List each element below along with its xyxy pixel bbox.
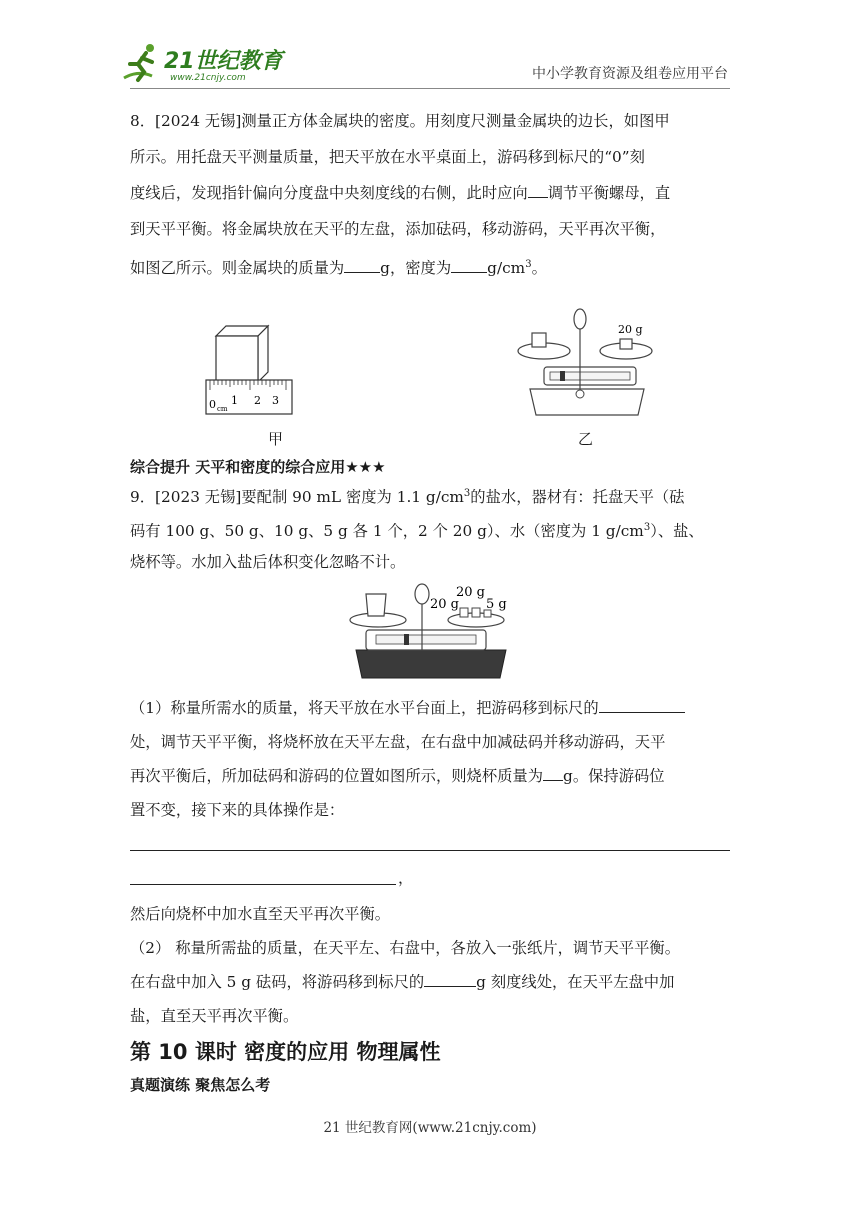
q9-p1-line-1	[130, 692, 685, 724]
weight-label-yi: 20 g	[618, 323, 643, 336]
q9-line-1-sup: 3	[463, 488, 471, 499]
q9-p1-line-2: 处，调节天平平衡，将烧杯放在天平左盘，在右盘中加减砝码并移动游码，天平	[130, 733, 666, 751]
q9-answer-line-2[interactable]	[130, 884, 396, 885]
weight-label-20g-b: 20 g	[456, 585, 485, 600]
runner-logo-icon	[118, 40, 288, 84]
weight-label-5g: 5 g	[486, 597, 507, 612]
platform-name: 中小学教育资源及组卷应用平台	[532, 66, 728, 82]
figure-balance-beaker	[346, 580, 516, 684]
q8-line-5-end: 。	[531, 259, 547, 278]
q9-line-1-text-b: 的盐水，器材有：托盘天平（砝	[470, 488, 685, 507]
q9-p2-line-1: （2） 称量所需盐的质量，在天平左、右盘中，各放入一张纸片，调节天平平衡。	[130, 939, 680, 957]
weight-label-20g-a: 20 g	[430, 597, 459, 612]
q8-line-5-text-b: g，密度为	[380, 259, 452, 278]
q9-part-2	[130, 932, 730, 1032]
q9-line-2-text-a: 码有 100 g、50 g、10 g、5 g 各 1 个，2 个 20 g）、水（密度为 1 g/cm	[130, 522, 644, 541]
logo-url: www.21cnjy.com	[170, 73, 246, 83]
q8-blank-direction[interactable]	[528, 180, 548, 198]
balance-illustration-q9	[346, 580, 516, 684]
q9-p1-line-1-text: （1）称量所需水的质量，将天平放在水平台面上，把游码移到标尺的	[130, 699, 599, 717]
q8-blank-density[interactable]	[451, 255, 487, 273]
q8-line-3	[130, 177, 670, 209]
q9-blank-zero-mark[interactable]	[599, 695, 685, 713]
q9-line-2-sup: 3	[643, 522, 651, 533]
q9-p1-line-6: 然后向烧杯中加水直至天平再次平衡。	[130, 905, 391, 923]
q9-line-3: 烧杯等。水加入盐后体积变化忽略不计。	[130, 553, 406, 571]
q8-line-3-text-a: 度线后，发现指针偏向分度盘中央刻度线的右侧，此时应向	[130, 184, 528, 202]
section-heading-practice: 真题演练 聚焦怎么考	[130, 1076, 271, 1094]
q8-unit-sup: 3	[525, 259, 532, 270]
lesson-title: 第 10 课时 密度的应用 物理属性	[130, 1040, 441, 1064]
q9-line-2	[130, 512, 704, 547]
q9-p2-line-2-text-b: g 刻度线处，在天平左盘中加	[476, 973, 675, 991]
q9-line-1	[130, 478, 684, 513]
balance-illustration-yi	[514, 305, 664, 421]
q9-line-1-text-a: 9．[2023 无锡]要配制 90 mL 密度为 1.1 g/cm	[130, 488, 464, 507]
q9-answer-line-1[interactable]	[130, 850, 730, 851]
figure-yi-caption: 乙	[578, 430, 594, 448]
q8-blank-mass[interactable]	[344, 255, 380, 273]
q9-p1-line-6-wrap	[130, 898, 730, 930]
ruler-label-0: 0	[209, 398, 216, 411]
q9-p2-line-3: 盐，直至天平再次平衡。	[130, 1007, 299, 1025]
q9-part-1	[130, 692, 730, 832]
q9-p1-line-3-text-a: 再次平衡后，所加砝码和游码的位置如图所示，则烧杯质量为	[130, 767, 544, 785]
ruler-label-1: 1	[231, 394, 238, 407]
page-footer: 21 世纪教育网(www.21cnjy.com)	[323, 1120, 537, 1136]
ruler-label-2: 2	[254, 394, 261, 407]
q9-p1-line-3	[130, 760, 665, 792]
ruler-label-3: 3	[272, 394, 279, 407]
q9-p2-line-2-text-a: 在右盘中加入 5 g 砝码，将游码移到标尺的	[130, 973, 425, 991]
site-logo	[118, 40, 288, 84]
q8-line-3-text-b: 调节平衡螺母，直	[547, 184, 671, 202]
q9-line-2-text-b: ）、盐、	[650, 522, 704, 541]
q9-p2-line-2	[130, 966, 674, 998]
q9-answer-comma: ，	[398, 869, 414, 887]
q8-line-5-text-a: 如图乙所示。则金属块的质量为	[130, 259, 345, 278]
q8-line-4: 到天平平衡。将金属块放在天平的左盘，添加砝码，移动游码，天平再次平衡，	[130, 220, 666, 238]
q9-blank-rider-position[interactable]	[424, 969, 476, 987]
q8-line-5	[130, 249, 547, 284]
q9-blank-beaker-mass[interactable]	[543, 763, 563, 781]
figure-jia-caption: 甲	[268, 430, 284, 448]
ruler-label-cm: cm	[217, 405, 228, 413]
figure-jia-cube-ruler	[200, 318, 300, 418]
q8-line-2: 所示。用托盘天平测量质量，把天平放在水平桌面上，游码移到标尺的“0”刻	[130, 148, 645, 166]
logo-text: 21世纪教育	[164, 49, 283, 74]
q8-unit: g/cm	[487, 259, 526, 278]
section-heading-comprehensive: 综合提升 天平和密度的综合应用★★★	[130, 458, 386, 476]
q9-p1-line-4: 置不变，接下来的具体操作是：	[130, 801, 345, 819]
question-9	[130, 478, 730, 588]
q8-line-1: 8．[2024 无锡]测量正方体金属块的密度。用刻度尺测量金属块的边长，如图甲	[130, 112, 670, 130]
figure-yi-balance	[514, 305, 664, 421]
question-8	[130, 105, 730, 278]
cube-ruler-illustration	[200, 318, 300, 418]
q9-p1-line-3-text-b: g。保持游码位	[563, 767, 665, 785]
header-divider	[130, 88, 730, 89]
